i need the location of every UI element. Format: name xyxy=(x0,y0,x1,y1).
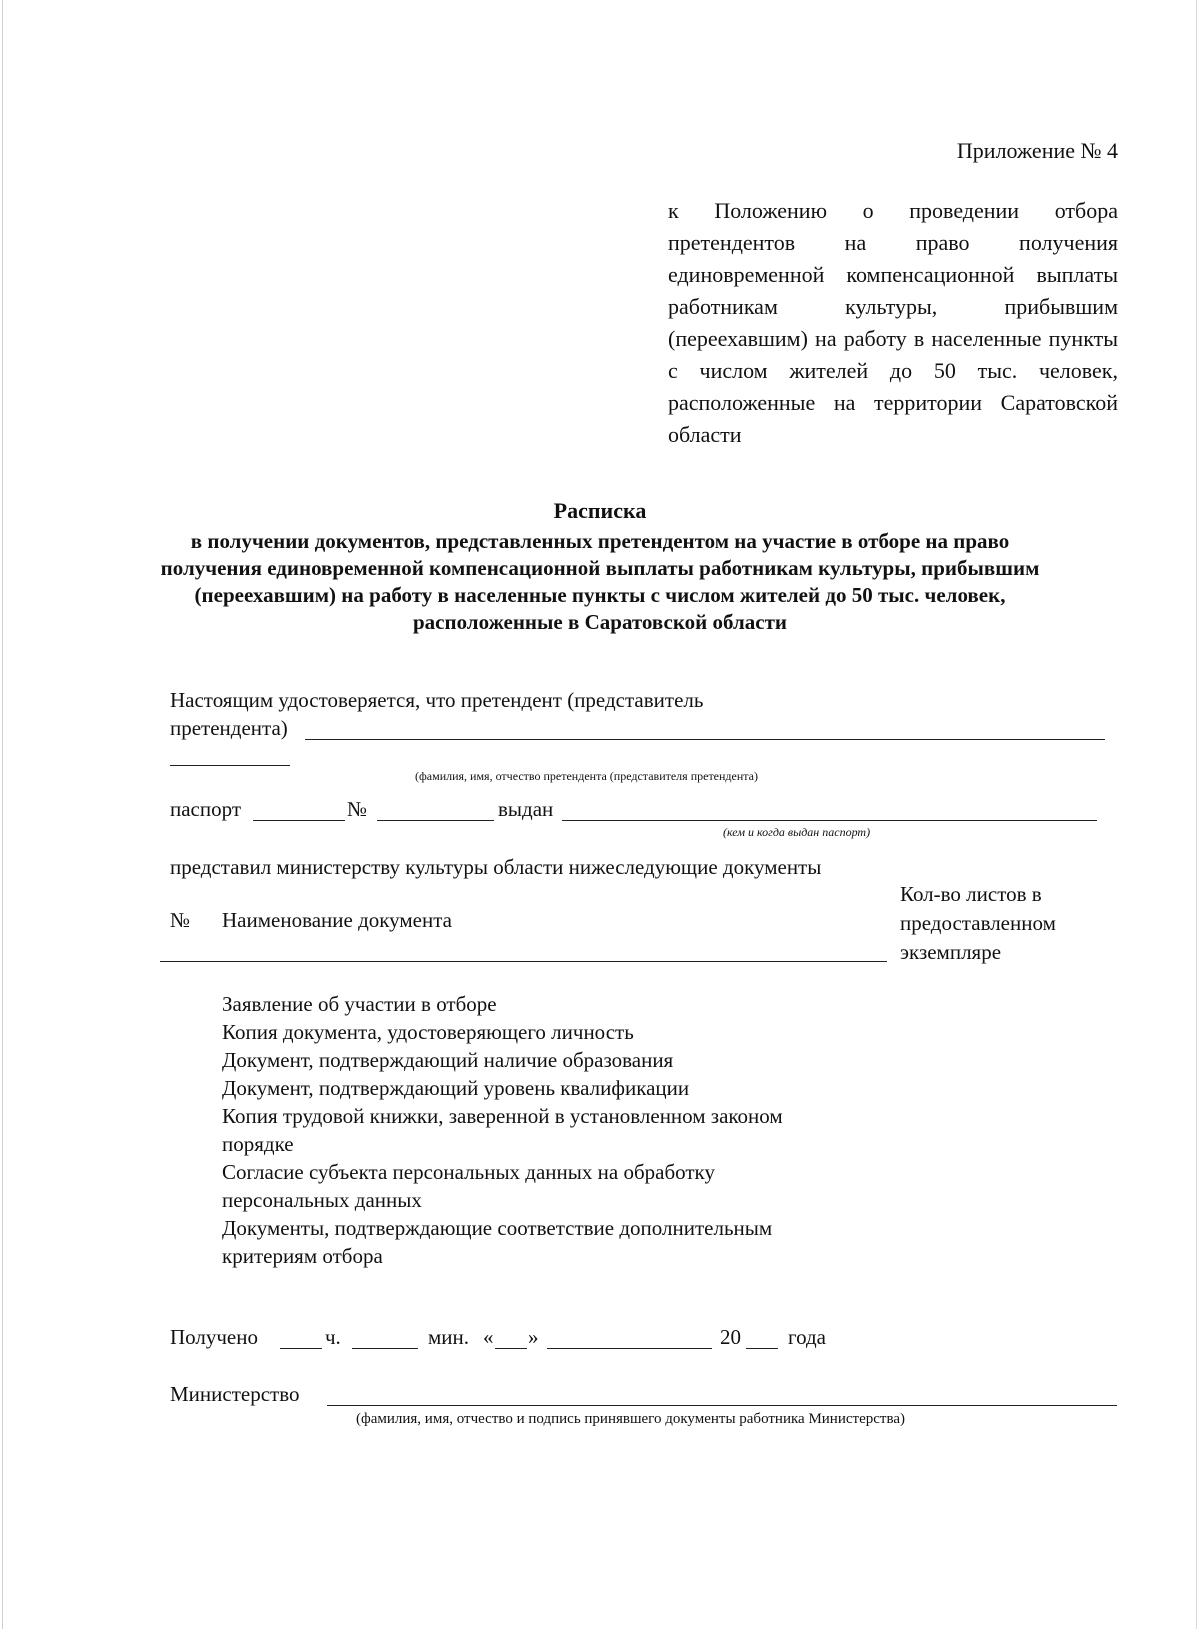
document-list xyxy=(222,990,882,1270)
list-item: Копия документа, удостоверяющего личность xyxy=(222,1020,634,1044)
passport-number-field[interactable] xyxy=(377,820,494,821)
list-item: Документ, подтверждающий уровень квалификации xyxy=(222,1076,690,1100)
table-col-sheet-count: Кол-во листов в предоставленном экземпляре xyxy=(900,882,1056,964)
received-hours-unit: ч. xyxy=(325,1325,341,1349)
passport-number-sign: № xyxy=(347,797,368,821)
applicant-name-field[interactable] xyxy=(305,739,1105,740)
received-year-prefix: 20 xyxy=(720,1325,741,1349)
list-item: Заявление об участии в отборе xyxy=(222,992,497,1016)
passport-issued-label: выдан xyxy=(498,797,554,821)
list-item: Документ, подтверждающий наличие образования xyxy=(222,1048,674,1072)
list-item: персональных данных xyxy=(222,1188,422,1212)
ministry-signature-field[interactable] xyxy=(327,1405,1117,1406)
received-quote-close: » xyxy=(528,1325,539,1349)
page-edge-right xyxy=(1196,0,1197,1629)
table-col-number: № xyxy=(170,908,191,932)
list-item: порядке xyxy=(222,1132,294,1156)
list-item: Согласие субъекта персональных данных на обработку xyxy=(222,1160,715,1184)
document-subtitle: в получении документов, представленных претендентом на участие в отборе на право получения единовременной компенсационной выплаты работникам культуры, прибывшим (переехавшим) на работу в населенные пункты с числом жителей до 50 тыс. человек, расположенные в Саратовской области xyxy=(160,529,1040,634)
ministry-signature-hint: (фамилия, имя, отчество и подпись принявшего документы работника Министерства) xyxy=(356,1411,905,1427)
passport-label: паспорт xyxy=(170,797,242,821)
received-quote-open: « xyxy=(483,1325,494,1349)
appendix-number: Приложение № 4 xyxy=(956,138,1118,163)
passport-issued-hint: (кем и когда выдан паспорт) xyxy=(723,825,871,839)
table-col-document-name: Наименование документа xyxy=(222,908,452,932)
received-day-field[interactable] xyxy=(495,1348,527,1349)
applicant-name-hint: (фамилия, имя, отчество претендента (представителя претендента) xyxy=(415,769,758,783)
table-header-rule xyxy=(160,961,887,962)
applicant-name-field-continued[interactable] xyxy=(170,765,290,766)
ministry-label: Министерство xyxy=(170,1382,300,1406)
list-item: Документы, подтверждающие соответствие дополнительным xyxy=(222,1216,773,1240)
presented-documents-text: представил министерству культуры области нижеследующие документы xyxy=(170,855,822,879)
received-label: Получено xyxy=(170,1325,258,1349)
appendix-reference: к Положению о проведении отбора претендентов на право получения единовременной компенсационной выплаты работникам культуры, прибывшим (переехавшим) на работу в населенные пункты с числом жителей до 50 тыс. человек, расположенные на территории Саратовской области xyxy=(668,198,1118,447)
received-year-suffix: года xyxy=(788,1325,826,1349)
passport-series-field[interactable] xyxy=(253,820,345,821)
list-item: Копия трудовой книжки, заверенной в установленном законом xyxy=(222,1104,783,1128)
page-edge-left xyxy=(2,0,3,1629)
received-year-field[interactable] xyxy=(746,1348,778,1349)
received-minutes-unit: мин. xyxy=(428,1325,470,1349)
received-minutes-field[interactable] xyxy=(352,1348,418,1349)
document-title: Расписка xyxy=(553,498,647,523)
received-month-field[interactable] xyxy=(547,1348,712,1349)
passport-issued-field[interactable] xyxy=(562,820,1097,821)
received-hours-field[interactable] xyxy=(280,1348,322,1349)
certification-line-2: претендента) xyxy=(170,716,288,740)
list-item: критериям отбора xyxy=(222,1244,383,1268)
certification-line-1: Настоящим удостоверяется, что претендент (представитель xyxy=(170,688,704,712)
